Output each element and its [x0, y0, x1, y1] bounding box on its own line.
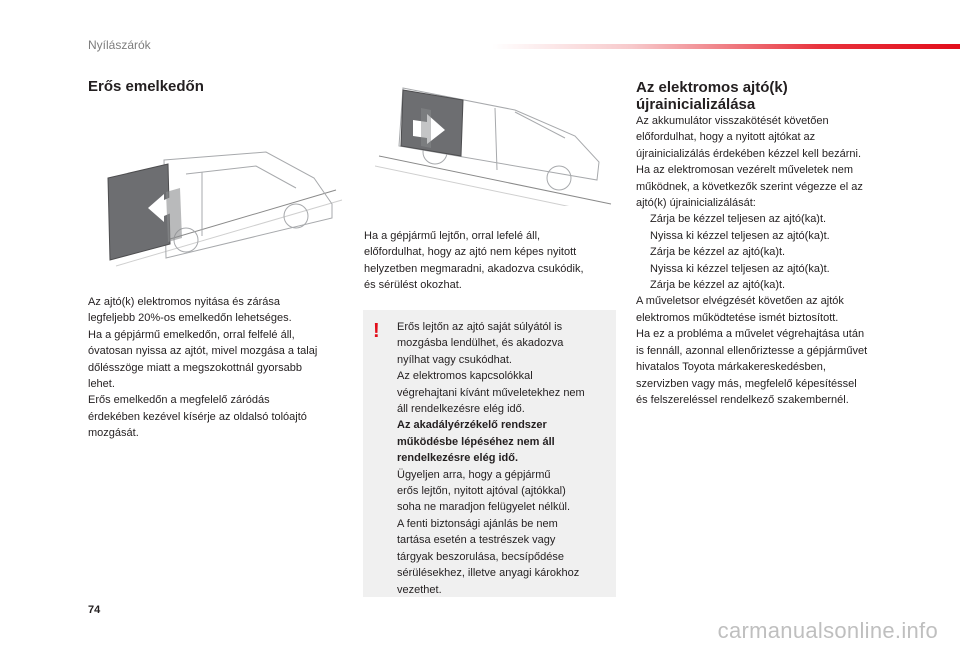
text-line: dőlésszöge miatt a megszokottnál gyorsabb	[88, 361, 303, 374]
text-line: Ha a gépjármű lejtőn, orral lefelé áll,	[364, 230, 541, 242]
warning-line: Az akadályérzékelő rendszer	[397, 419, 547, 432]
text-line: újrainicializálás érdekében kézzel kell bezárni.	[636, 147, 862, 160]
warning-line: Az elektromos kapcsolókkal	[397, 370, 533, 383]
warning-line: mozgásba lendülhet, és akadozva	[397, 337, 564, 350]
warning-line: Erős lejtőn az ajtó saját súlyától is	[397, 321, 563, 333]
text-line: előfordulhat, hogy az ajtó nem képes nyitott	[364, 246, 577, 259]
warning-line: végrehajtani kívánt műveletekhez nem	[397, 386, 585, 399]
step-text: Zárja be kézzel teljesen az ajtó(ka)t.	[650, 213, 827, 226]
text-line: Ha az elektromosan vezérelt műveletek nem	[636, 164, 854, 177]
bullet-icon	[636, 261, 650, 277]
title-line: Az elektromos ajtó(k)	[636, 79, 788, 96]
text-line: Ha a gépjármű emelkedőn, orral felfelé áll,	[88, 328, 295, 341]
step-text: Zárja be kézzel az ajtó(ka)t.	[650, 246, 786, 259]
bullet-icon	[636, 211, 650, 227]
step-text: Nyissa ki kézzel teljesen az ajtó(ka)t.	[650, 229, 830, 242]
van-uphill-illustration	[106, 148, 344, 268]
warning-line: erős lejtőn, nyitott ajtóval (ajtókkal)	[397, 485, 566, 498]
text-line: A műveletsor elvégzését követően az ajtók	[636, 295, 844, 308]
warning-text	[397, 319, 612, 598]
text-line: helyzetben megmaradni, akadozva csukódik,	[364, 262, 584, 275]
warning-line: rendelkezésre elég idő.	[397, 452, 519, 465]
bullet-icon	[636, 228, 650, 244]
text-line: Ha ez a probléma a művelet végrehajtása után	[636, 328, 865, 341]
step-item	[636, 244, 906, 260]
reinitialization-paragraph	[636, 113, 906, 408]
bullet-icon	[636, 244, 650, 260]
text-line: működnek, a következők szerint végezze el az	[636, 180, 863, 193]
text-line: hivatalos Toyota márkakereskedésben,	[636, 361, 826, 374]
van-downhill-illustration	[375, 86, 615, 206]
warning-box	[363, 310, 616, 597]
text-line: Az ajtó(k) elektromos nyitása és zárása	[88, 296, 280, 308]
step-item	[636, 228, 906, 244]
text-line: mozgását.	[88, 427, 139, 440]
downhill-paragraph	[364, 228, 604, 294]
warning-line: Ügyeljen arra, hogy a gépjármű	[397, 468, 551, 481]
step-item	[636, 211, 906, 227]
title-steep-uphill: Erős emelkedőn	[88, 78, 204, 95]
text-line: Erős emelkedőn a megfelelő záródás	[88, 394, 270, 407]
section-label: Nyílászárók	[88, 38, 151, 52]
text-line: Az akkumulátor visszakötését követően	[636, 115, 829, 127]
title-door-reinitialization	[636, 79, 866, 113]
text-line: legfeljebb 20%-os emelkedőn lehetséges.	[88, 312, 292, 325]
step-text: Nyissa ki kézzel teljesen az ajtó(ka)t.	[650, 262, 830, 275]
text-line: és felszereléssel rendelkező szakembernél.	[636, 393, 849, 406]
warning-line: nyílhat vagy csukódhat.	[397, 353, 512, 366]
warning-line: tárgyak beszorulása, becsípődése	[397, 550, 564, 563]
warning-line: áll rendelkezésre elég idő.	[397, 403, 525, 416]
warning-line: vezethet.	[397, 583, 442, 596]
warning-line: A fenti biztonsági ajánlás be nem	[397, 517, 558, 530]
text-line: is fennáll, azonnal ellenőriztesse a gépjárművet	[636, 344, 868, 357]
text-line: lehet.	[88, 378, 115, 391]
step-item	[636, 261, 906, 277]
text-line: és sérülést okozhat.	[364, 279, 462, 292]
warning-line: működésbe lépéséhez nem áll	[397, 435, 555, 448]
text-line: ajtó(k) újrainicializálását:	[636, 197, 756, 210]
title-line: újrainicializálása	[636, 96, 756, 113]
warning-line: tartása esetén a testrészek vagy	[397, 534, 556, 547]
text-line: elektromos működtetése ismét biztosított.	[636, 311, 839, 324]
step-item	[636, 277, 906, 293]
step-text: Zárja be kézzel az ajtó(ka)t.	[650, 279, 786, 292]
warning-line: sérülésekhez, illetve anyagi károkhoz	[397, 567, 580, 580]
bullet-icon	[636, 277, 650, 293]
warning-line: soha ne maradjon felügyelet nélkül.	[397, 501, 571, 514]
text-line: előfordulhat, hogy a nyitott ajtókat az	[636, 131, 816, 144]
text-line: érdekében kezével kísérje az oldalsó tolóajtó	[88, 410, 307, 423]
watermark: carmanualsonline.info	[717, 618, 938, 643]
uphill-paragraph	[88, 294, 348, 442]
header-accent-bar	[492, 44, 960, 49]
page-number: 74	[88, 604, 101, 616]
text-line: szervizben vagy más, megfelelő képesítéssel	[636, 377, 857, 390]
warning-exclamation-icon: !	[373, 320, 380, 342]
text-line: óvatosan nyissa az ajtót, mivel mozgása a talaj	[88, 345, 318, 358]
